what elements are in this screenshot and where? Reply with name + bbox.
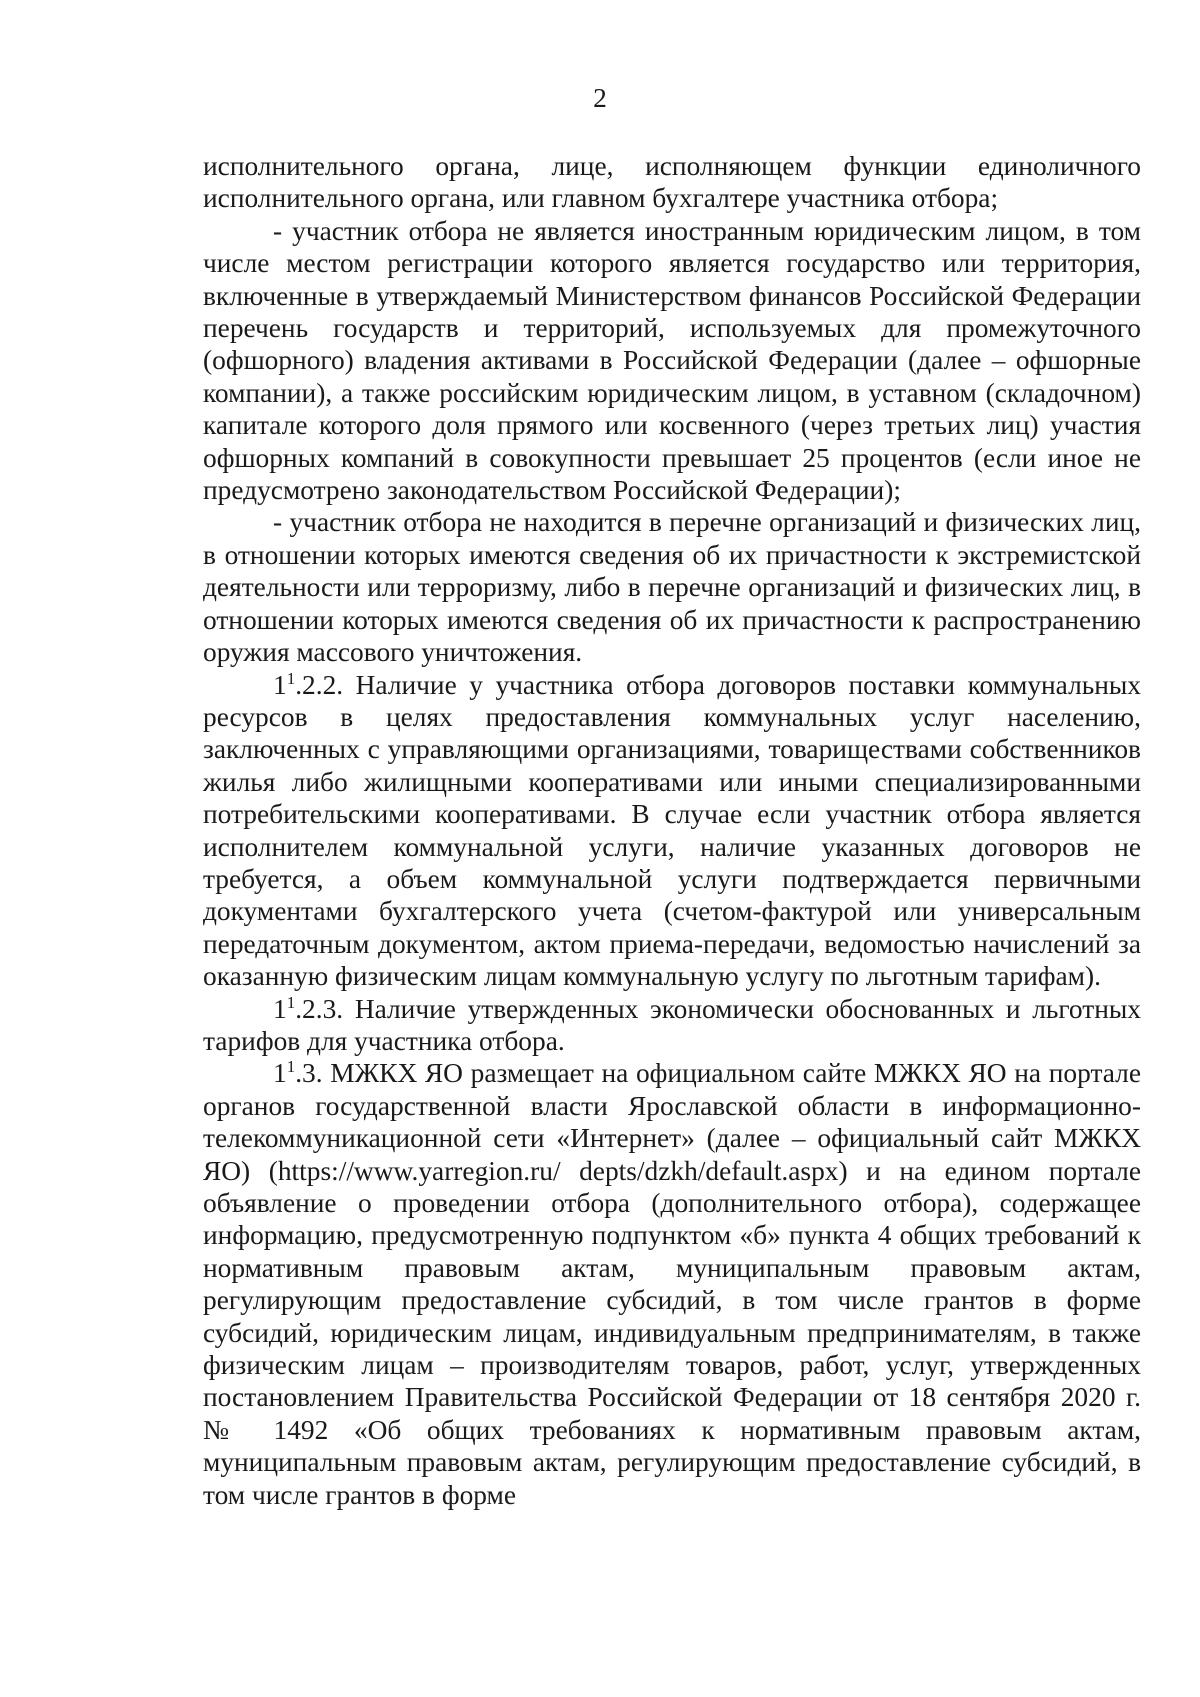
clause-number: $1^1.2.3$. xyxy=(273,992,344,1024)
clause-text: МЖКХ ЯО размещает на официальном сайте МЖКХ ЯО на портале органов государственной власти Ярославской области в информационно-телекоммуникационной сети «Интернет» (далее – официальный сайт МЖКХ ЯО) (https://www.yarregion.ru/ depts/dzkh/default.aspx) и на едином портале объявление о проведении отбора (дополнительного отбора), содержащее информацию, предусмотренную подпунктом «б» пункта 4 общих требований к нормативным правовым актам, муниципальным правовым актам, регулирующим предоставление субсидий, в том числе грантов в форме субсидий, юридическим лицам, индивидуальным предпринимателям, в также физическим лицам – производителям товаров, работ, услуг, утвержденных постановлением Правительства Российской Федерации от 18 сентября 2020 г. № 1492 «Об общих требованиях к нормативным правовым актам, муниципальным правовым актам, регулирующим предоставление субсидий, в том числе грантов в форме xyxy=(203,1058,1141,1510)
clause-number: $1^1.2.2$. xyxy=(273,668,344,700)
document-body xyxy=(203,150,1141,1511)
paragraph-not-foreign-entity: - участник отбора не является иностранным юридическим лицом, в том числе местом регистрации которого является государство или территория, включенные в утверждаемый Министерством финансов Российской Федерации перечень государств и территорий, используемых для промежуточного (офшорного) владения активами в Российской Федерации (далее – офшорные компании), а также российским юридическим лицом, в уставном (складочном) капитале которого доля прямого или косвенного (через третьих лиц) участия офшорных компаний в совокупности превышает 25 процентов (если иное не предусмотрено законодательством Российской Федерации); xyxy=(203,215,1141,506)
clause-text: Наличие у участника отбора договоров поставки коммунальных ресурсов в целях предоставления коммунальных услуг населению, заключенных с управляющими организациями, товариществами собственников жилья либо жилищными кооперативами или иными специализированными потребительскими кооперативами. В случае если участник отбора является исполнителем коммунальной услуги, наличие указанных договоров не требуется, а объем коммунальной услуги подтверждается первичными документами бухгалтерского учета (счетом-фактурой или универсальным передаточным документом, актом приема-передачи, ведомостью начислений за оказанную физическим лицам коммунальную услугу по льготным тарифам). xyxy=(203,669,1141,992)
paragraph-1-1-3 xyxy=(203,1057,1141,1511)
page-number: 2 xyxy=(593,83,607,113)
clause-text: Наличие утвержденных экономически обоснованных и льготных тарифов для участника отбора. xyxy=(203,993,1141,1056)
paragraph-1-1-2-2 xyxy=(203,669,1141,993)
paragraph-not-in-extremist-list: - участник отбора не находится в перечне организаций и физических лиц, в отношении которых имеются сведения об их причастности к экстремистской деятельности или терроризму, либо в перечне организаций и физических лиц, в отношении которых имеются сведения об их причастности к распространению оружия массового уничтожения. xyxy=(203,507,1141,668)
clause-number: $1^1.3$. xyxy=(273,1057,323,1089)
paragraph-1-1-2-3 xyxy=(203,993,1141,1058)
paragraph-continuation: исполнительного органа, лице, исполняющем функции единоличного исполнительного органа, или главном бухгалтере участника отбора; xyxy=(203,151,1141,214)
